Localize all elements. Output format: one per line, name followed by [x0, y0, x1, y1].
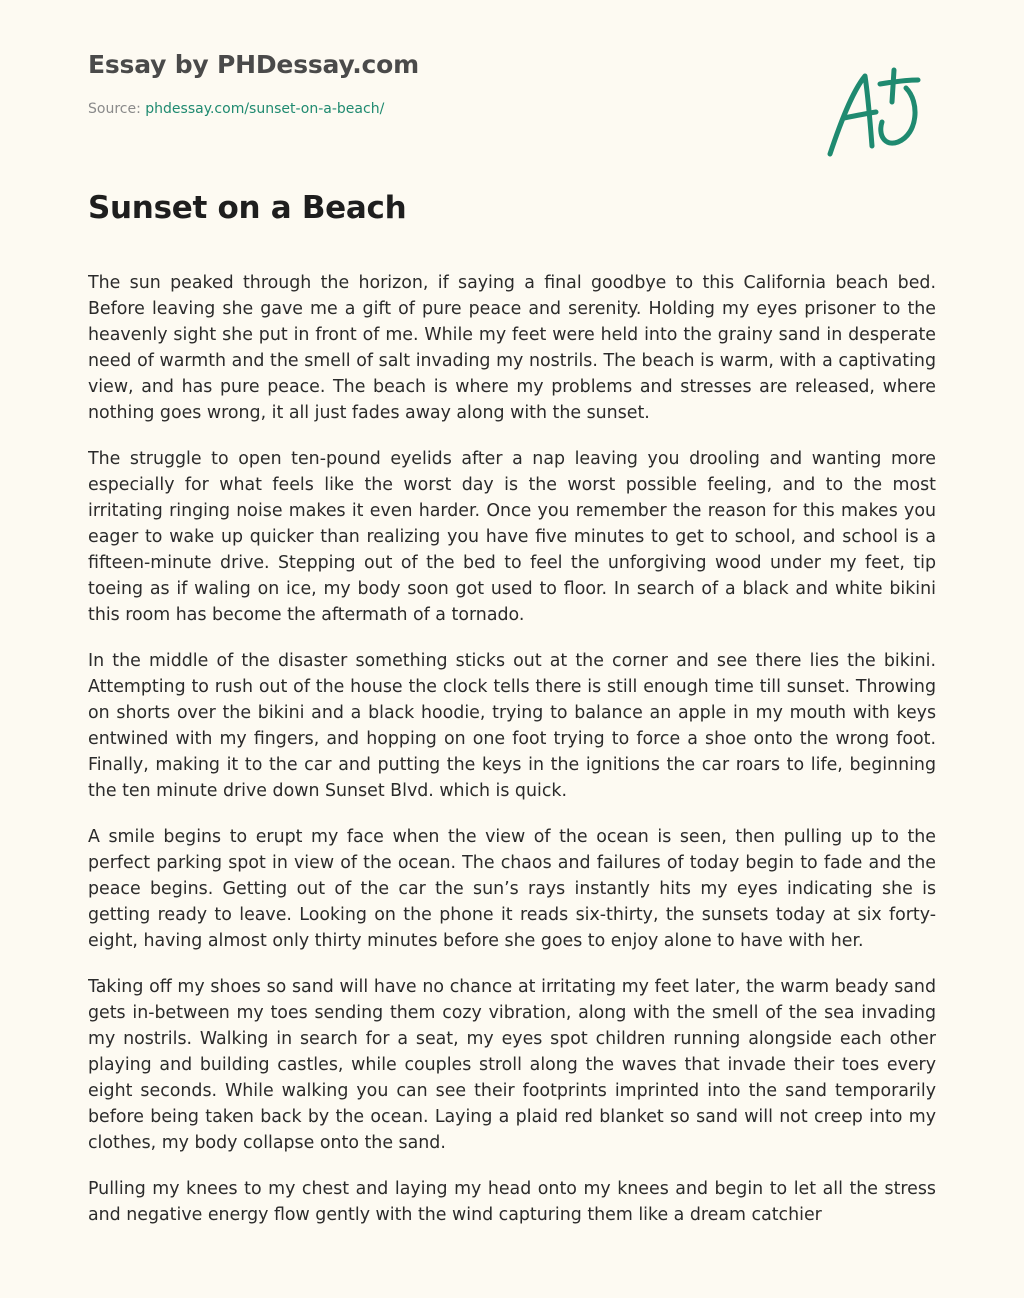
essay-body [88, 270, 936, 1298]
essay-paragraph: In the middle of the disaster something sticks out at the corner and see there lies the bikini. Attempting to rush out of the house the clock tells there is still enough time till sunset. Throwing on shorts over the bikini and a black hoodie, trying to balance an apple in my mouth with keys entwined with my fingers, and hopping on one foot trying to force a shoe onto the wrong foot. Finally, making it to the car and putting the keys in the ignitions the car roars to life, beginning the ten minute drive down Sunset Blvd. which is quick. [88, 651, 936, 801]
site-brand: Essay by PHDessay.com [88, 50, 419, 79]
logo-swoosh [881, 88, 915, 143]
essay-paragraph: The sun peaked through the horizon, if saying a final goodbye to this California beach bed. Before leaving she gave me a gift of pure peace and serenity. Holding my eyes prisoner to the heavenly sight she put in front of me. While my feet were held into the grainy sand in desperate need of warmth and the smell of salt invading my nostrils. The beach is warm, with a captivating view, and has pure peace. The beach is where my problems and stresses are released, where nothing goes wrong, it all just fades away along with the sunset. [88, 273, 936, 423]
source-link[interactable]: phdessay.com/sunset-on-a-beach/ [145, 101, 385, 117]
logo-plus-vertical [892, 70, 894, 102]
essay-paragraph: A smile begins to erupt my face when the view of the ocean is seen, then pulling up to the perfect parking spot in view of the ocean. The chaos and failures of today begin to fade and the peace begins. Getting out of the car the sun’s rays instantly hits my eyes indicating she is getting ready to leave. Looking on the phone it reads six-thirty, the sunsets today at six forty-eight, having almost only thirty minutes before she goes to enjoy alone to have with her. [88, 827, 936, 951]
source-label: Source: [88, 101, 141, 117]
source-line [88, 101, 384, 117]
essay-title: Sunset on a Beach [88, 190, 407, 226]
logo-plus-horizontal [880, 80, 918, 84]
essay-paragraph: Pulling my knees to my chest and laying my head onto my knees and begin to let all the stress and negative energy flow gently with the wind capturing them like a dream catchier [88, 1179, 936, 1225]
a-plus-logo-icon [820, 62, 932, 162]
essay-paragraph: Taking off my shoes so sand will have no chance at irritating my feet later, the warm beady sand gets in-between my toes sending them cozy vibration, along with the smell of the sea invading my nostrils. Walking in search for a seat, my eyes spot children running alongside each other playing and building castles, while couples stroll along the waves that invade their toes every eight seconds. While walking you can see their footprints imprinted into the sand temporarily before being taken back by the ocean. Laying a plaid red blanket so sand will not creep into my clothes, my body collapse onto the sand. [88, 977, 936, 1153]
essay-paragraph: The struggle to open ten-pound eyelids after a nap leaving you drooling and wanting more especially for what feels like the worst day is the worst possible feeling, and to the most irritating ringing noise makes it even harder. Once you remember the reason for this makes you eager to wake up quicker than realizing you have five minutes to get to school, and school is a fifteen-minute drive. Stepping out of the bed to feel the unforgiving wood under my feet, tip toeing as if waling on ice, my body soon got used to floor. In search of a black and white bikini this room has become the aftermath of a tornado. [88, 449, 936, 625]
